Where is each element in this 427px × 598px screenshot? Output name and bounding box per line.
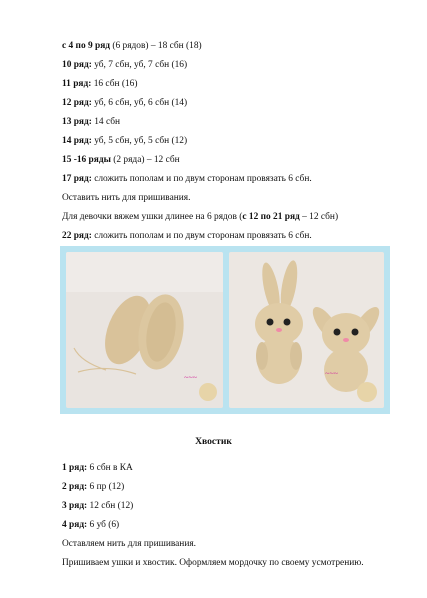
svg-text:~~~: ~~~: [325, 369, 338, 378]
leave-thread-note: Оставить нить для пришивания.: [62, 193, 191, 203]
row-line: 17 ряд: сложить пополам и по двум сторонам провязать 6 сбн.: [62, 174, 312, 184]
row-line: 14 ряд: уб, 5 сбн, уб, 5 сбн (12): [62, 136, 188, 146]
row-line: 3 ряд: 12 сбн (12): [62, 501, 134, 511]
row-line: 22 ряд: сложить пополам и по двум сторонам провязать 6 сбн.: [62, 231, 312, 241]
photo-strip: [60, 246, 390, 414]
row-line: 15 -16 ряды (2 ряда) – 12 сбн: [62, 155, 180, 165]
row-line: 11 ряд: 16 сбн (16): [62, 79, 138, 89]
final-note: Пришиваем ушки и хвостик. Оформляем мордочку по своему усмотрению.: [62, 558, 364, 568]
svg-text:~~~: ~~~: [184, 373, 197, 382]
bunnies-photo: [229, 252, 384, 408]
row-line: 2 ряд: 6 пр (12): [62, 482, 125, 492]
row-line: 12 ряд: уб, 6 сбн, уб, 6 сбн (14): [62, 98, 188, 108]
row-line: с 4 по 9 ряд (6 рядов) – 18 сбн (18): [62, 41, 202, 51]
row-line: 1 ряд: 6 сбн в КА: [62, 463, 133, 473]
girl-ears-note: Для девочки вяжем ушки длинее на 6 рядов (с 12 по 21 ряд – 12 сбн): [62, 212, 339, 222]
row-line: 4 ряд: 6 уб (6): [62, 520, 120, 530]
ears-photo: [66, 252, 223, 408]
section-title: Хвостик: [195, 436, 232, 447]
row-line: 10 ряд: уб, 7 сбн, уб, 7 сбн (16): [62, 60, 188, 70]
row-line: 13 ряд: 14 сбн: [62, 117, 121, 127]
leave-thread-note: Оставляем нить для пришивания.: [62, 539, 197, 549]
